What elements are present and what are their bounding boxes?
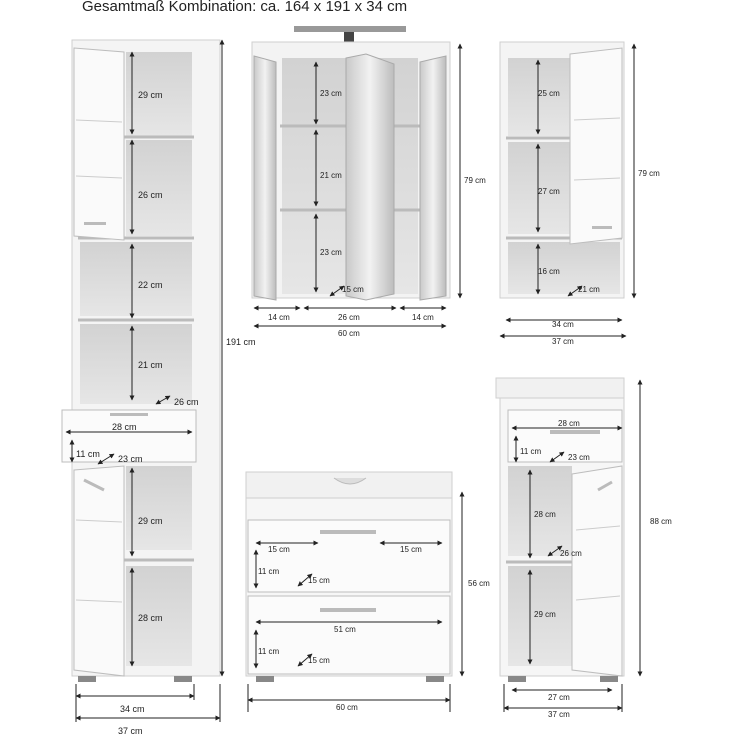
handle-icon [110,413,148,416]
tall-drawer-height: 11 cm [76,449,100,459]
foot [174,676,192,682]
vanity-drawer-depth-1: 15 cm [308,576,330,585]
wall-height-3: 16 cm [538,267,560,276]
foot [426,676,444,682]
mirror-cabinet [252,26,486,338]
base-door [572,466,622,676]
base-drawer-depth: 23 cm [568,453,590,462]
base-outer-width: 37 cm [548,710,570,719]
base-shelf-depth: 26 cm [560,549,582,558]
vanity-drawer-height-1: 11 cm [258,567,280,576]
wall-inner-width: 34 cm [552,320,574,329]
lower-door [74,466,124,676]
tall-shelf-height-3: 22 cm [138,280,163,290]
tall-shelf-height-1: 29 cm [138,90,163,100]
foot [78,676,96,682]
center-mirror-door [346,54,394,300]
vanity-unit [246,472,490,712]
wall-total-height: 79 cm [638,169,660,178]
base-inner-width: 27 cm [548,693,570,702]
mirror-width-right: 14 cm [412,313,434,322]
mirror-height-1: 23 cm [320,89,342,98]
mirror-width-center: 26 cm [338,313,360,322]
handle-icon [550,430,600,434]
vanity-top-width-left: 15 cm [268,545,290,554]
handle-icon [592,226,612,229]
base-drawer-height: 11 cm [520,447,542,456]
page-title: Gesamtmaß Kombination: ca. 164 x 191 x 34 cm [82,0,408,15]
tall-inner-width: 34 cm [120,704,145,714]
wall-height-2: 27 cm [538,187,560,196]
tall-drawer-depth: 23 cm [118,454,143,464]
mirror-total-width: 60 cm [338,329,360,338]
wall-height-1: 25 cm [538,89,560,98]
tall-lower-height-1: 29 cm [138,516,163,526]
mirror-height-3: 23 cm [320,248,342,257]
handle-icon [320,608,376,612]
foot [256,676,274,682]
base-drawer-width: 28 cm [558,419,580,428]
right-mirror-door [420,56,446,300]
handle-icon [84,222,106,225]
vanity-drawer-height-2: 11 cm [258,647,280,656]
vanity-lower-drawer [248,596,450,674]
vanity-top-width-right: 15 cm [400,545,422,554]
tall-shelf-height-4: 21 cm [138,360,163,370]
handle-icon [320,530,376,534]
tall-lower-height-2: 28 cm [138,613,163,623]
foot [600,676,618,682]
mirror-total-height: 79 cm [464,176,486,185]
wall-cabinet [500,42,660,346]
mirror-height-2: 21 cm [320,171,342,180]
mirror-depth: 15 cm [342,285,364,294]
vanity-inner-width: 51 cm [334,625,356,634]
base-shelf-height-1: 28 cm [534,510,556,519]
wall-outer-width: 37 cm [552,337,574,346]
base-cabinet [496,378,672,719]
base-total-height: 88 cm [650,517,672,526]
left-mirror-door [254,56,276,300]
tall-drawer-width: 28 cm [112,422,137,432]
foot [508,676,526,682]
base-shelf-height-2: 29 cm [534,610,556,619]
tall-outer-width: 37 cm [118,726,143,736]
vanity-drawer-depth-2: 15 cm [308,656,330,665]
mirror-width-left: 14 cm [268,313,290,322]
tall-shelf-height-2: 26 cm [138,190,163,200]
wall-depth: 21 cm [578,285,600,294]
vanity-total-height: 56 cm [468,579,490,588]
wall-door [570,48,622,244]
lamp [294,26,406,32]
tall-shelf-depth: 26 cm [174,397,199,407]
tall-cabinet [62,40,256,736]
vanity-total-width: 60 cm [336,703,358,712]
tall-total-height: 191 cm [226,337,256,347]
upper-door [74,48,124,240]
